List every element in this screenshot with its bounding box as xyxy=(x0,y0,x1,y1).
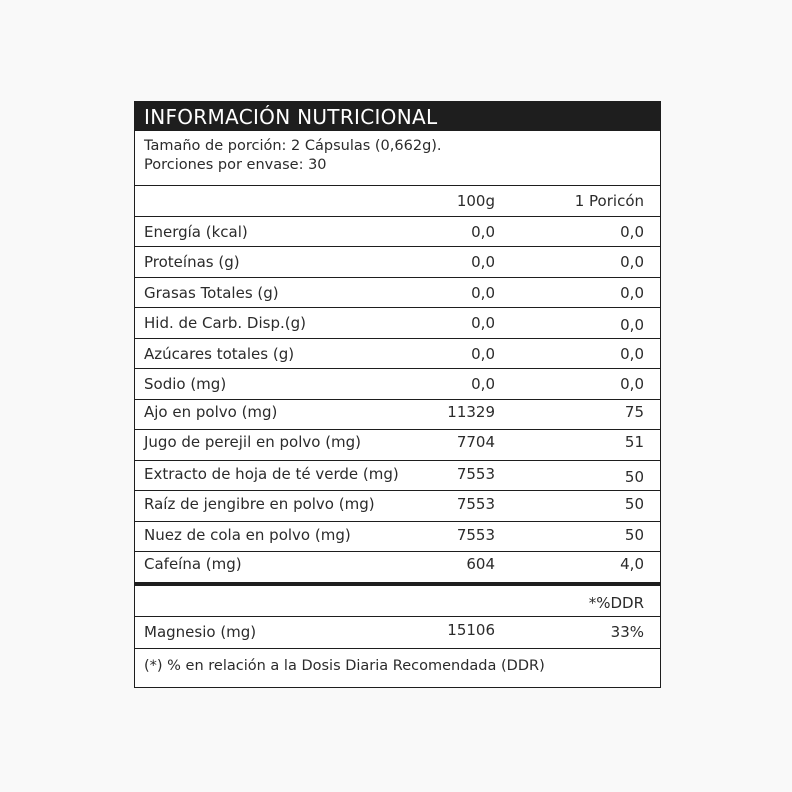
nutrient-name: Raíz de jengibre en polvo (mg) xyxy=(144,495,375,513)
nutrient-name: Ajo en polvo (mg) xyxy=(144,402,278,421)
value-per-serving: 51 xyxy=(624,433,644,451)
value-per-serving: 0,0 xyxy=(620,283,644,302)
value-100g: 7553 xyxy=(456,464,495,483)
value-per-serving: 0,0 xyxy=(620,316,644,334)
value-100g: 0,0 xyxy=(471,375,495,393)
value-per-serving: 50 xyxy=(624,495,644,513)
value-100g: 15106 xyxy=(447,620,495,639)
value-100g: 7553 xyxy=(456,495,495,513)
nutrient-name: Sodio (mg) xyxy=(144,375,227,393)
value-100g: 0,0 xyxy=(471,344,495,363)
nutrient-name: Magnesio (mg) xyxy=(144,622,257,641)
nutrient-name: Proteínas (g) xyxy=(144,253,240,271)
table-row xyxy=(135,217,660,248)
value-100g: 0,0 xyxy=(471,314,495,332)
ddr-footnote: (*) % en relación a la Dosis Diaria Recomendada (DDR) xyxy=(144,657,545,674)
table-row xyxy=(135,308,660,339)
nutrient-name: Energía (kcal) xyxy=(144,222,248,241)
value-100g: 7553 xyxy=(456,525,495,544)
table-row xyxy=(135,552,660,586)
value-100g: 0,0 xyxy=(471,253,495,271)
ddr-header-row xyxy=(135,586,660,617)
magnesium-row xyxy=(135,617,660,649)
serving-size: Tamaño de porción: 2 Cápsulas (0,662g). xyxy=(144,138,442,154)
value-per-serving: 0,0 xyxy=(620,375,644,393)
value-per-serving: 0,0 xyxy=(620,222,644,241)
nutrient-name: Jugo de perejil en polvo (mg) xyxy=(144,433,362,451)
nutrient-name: Extracto de hoja de té verde (mg) xyxy=(144,464,399,483)
table-row xyxy=(135,400,660,431)
value-per-serving: 0,0 xyxy=(620,344,644,363)
ddr-header: *%DDR xyxy=(588,593,644,612)
column-header-per-serving: 1 Poricón xyxy=(574,192,644,210)
table-row xyxy=(135,278,660,309)
value-100g: 604 xyxy=(466,555,495,573)
table-row xyxy=(135,247,660,278)
value-100g: 0,0 xyxy=(471,222,495,241)
column-header-row xyxy=(135,186,660,217)
value-per-serving: 75 xyxy=(624,402,644,421)
serving-info xyxy=(135,131,660,186)
nutrient-name: Grasas Totales (g) xyxy=(144,283,279,302)
table-title: INFORMACIÓN NUTRICIONAL xyxy=(135,102,660,131)
ddr-value: 33% xyxy=(610,622,644,641)
value-per-serving: 50 xyxy=(624,525,644,544)
nutrient-name: Hid. de Carb. Disp.(g) xyxy=(144,314,306,332)
table-row xyxy=(135,339,660,370)
value-per-serving: 0,0 xyxy=(620,253,644,271)
table-row xyxy=(135,430,660,461)
table-row xyxy=(135,522,660,553)
table-row xyxy=(135,461,660,492)
value-100g: 11329 xyxy=(447,402,495,421)
table-row xyxy=(135,491,660,522)
servings-per-container: Porciones por envase: 30 xyxy=(144,157,327,173)
column-header-100g: 100g xyxy=(456,192,495,210)
value-per-serving: 50 xyxy=(624,467,644,486)
table-row xyxy=(135,369,660,400)
nutrition-facts-table xyxy=(134,101,661,688)
nutrient-name: Azúcares totales (g) xyxy=(144,344,295,363)
value-100g: 7704 xyxy=(456,433,495,451)
value-100g: 0,0 xyxy=(471,283,495,302)
nutrient-name: Cafeína (mg) xyxy=(144,555,242,573)
nutrient-name: Nuez de cola en polvo (mg) xyxy=(144,525,351,544)
value-per-serving: 4,0 xyxy=(620,555,644,573)
